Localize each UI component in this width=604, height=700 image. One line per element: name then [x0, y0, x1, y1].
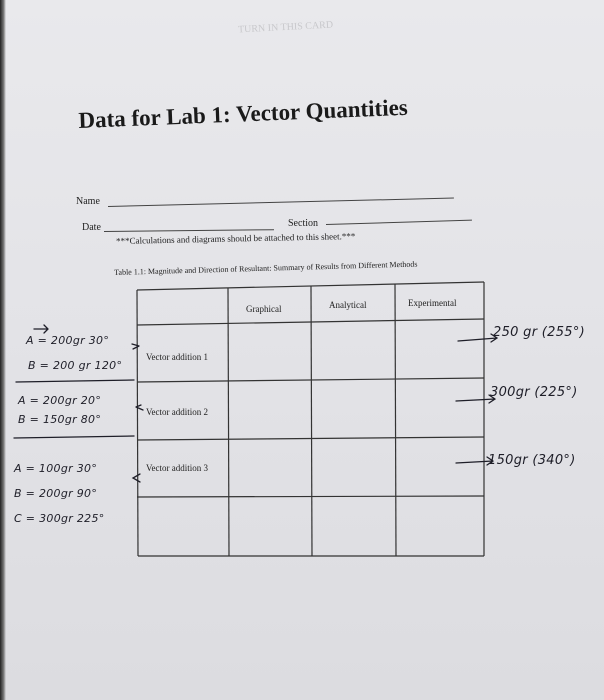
row-label-vector-addition-2: Vector addition 2	[146, 407, 208, 417]
attachment-note: ***Calculations and diagrams should be attached to this sheet.***	[116, 230, 356, 246]
handwritten-result-3: 150gr (340°)	[488, 453, 576, 468]
row-label-vector-addition-1: Vector addition 1	[146, 352, 208, 362]
faint-header-text: TURN IN THIS CARD	[237, 19, 334, 36]
handwritten-vector-b-1: B = 200 gr 120°	[28, 359, 123, 372]
date-label: Date	[82, 222, 101, 233]
row-label-vector-addition-3: Vector addition 3	[146, 463, 208, 473]
section-label: Section	[288, 218, 318, 229]
handwritten-vector-a-1: A = 200gr 30°	[26, 334, 110, 347]
column-header-experimental: Experimental	[408, 298, 457, 308]
page-title: Data for Lab 1: Vector Quantities	[78, 94, 409, 133]
handwritten-vector-b-3: B = 200gr 90°	[14, 487, 98, 500]
handwritten-vector-a-2: A = 200gr 20°	[18, 394, 102, 407]
handwritten-result-1: 250 gr (255°)	[493, 325, 586, 340]
handwritten-vector-c-3: C = 300gr 225°	[14, 512, 105, 525]
handwritten-result-2: 300gr (225°)	[490, 385, 578, 400]
table-caption: Table 1.1: Magnitude and Direction of Resultant: Summary of Results from Different Methods	[114, 259, 418, 277]
column-header-analytical: Analytical	[329, 300, 367, 310]
name-label: Name	[76, 196, 100, 207]
handwritten-vector-b-2: B = 150gr 80°	[18, 413, 102, 426]
column-header-graphical: Graphical	[246, 304, 282, 314]
handwritten-vector-a-3: A = 100gr 30°	[14, 462, 98, 475]
